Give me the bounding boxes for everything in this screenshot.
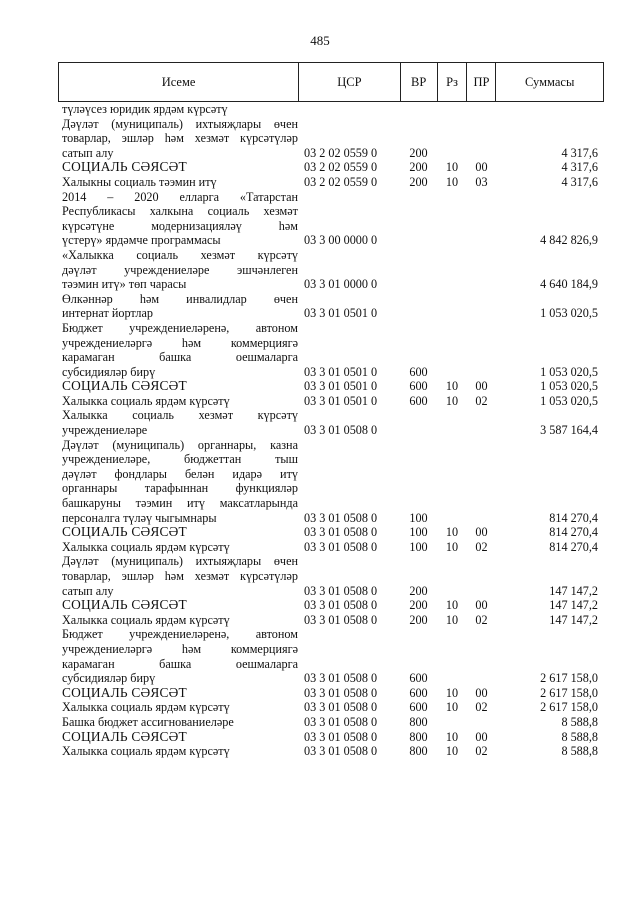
row-rz: 10 xyxy=(445,612,459,627)
row-sum: 4 317,6 xyxy=(561,160,598,175)
row-name-line: күрсәтүне модернизацияләү һәм xyxy=(62,218,298,233)
row-name-line: субсидияләр бирү xyxy=(62,671,156,686)
row-sum: 1 053 020,5 xyxy=(540,364,598,379)
row-name-line: Халыкка социаль ярдәм күрсәтү xyxy=(62,744,230,759)
row-name-line: субсидияләр бирү xyxy=(62,364,156,379)
row-vr: 600 xyxy=(409,379,428,394)
row-name xyxy=(58,379,298,394)
row-csr: 03 3 01 0501 0 xyxy=(304,306,378,321)
row-pr: 00 xyxy=(475,598,488,613)
row-vr: 800 xyxy=(409,714,428,729)
row-name-line: башкаруны тәэмин итү максатларында xyxy=(62,496,298,511)
row-name xyxy=(58,613,298,628)
table-row xyxy=(58,627,604,685)
row-name xyxy=(58,598,298,613)
table-row xyxy=(58,730,604,745)
row-name-line: СОЦИАЛЬ СӘЯСӘТ xyxy=(62,159,187,175)
row-csr: 03 3 01 0508 0 xyxy=(304,700,378,715)
row-rz: 10 xyxy=(445,160,459,175)
row-sum: 147 147,2 xyxy=(549,612,598,627)
row-csr: 03 3 01 0508 0 xyxy=(304,744,378,759)
row-name-line: товарлар, эшләр һәм хезмәт күрсәтүләр xyxy=(62,569,298,583)
row-rz: 10 xyxy=(445,700,459,715)
row-name-line: үстерү» ярдәмче программасы xyxy=(62,233,221,248)
row-csr: 03 3 01 0501 0 xyxy=(304,379,378,394)
table-row xyxy=(58,160,604,175)
row-name-line: СОЦИАЛЬ СӘЯСӘТ xyxy=(62,524,187,540)
row-sum: 1 053 020,5 xyxy=(540,393,598,408)
row-pr: 00 xyxy=(475,729,488,744)
row-name-line: «Халыкка социаль хезмәт күрсәтү xyxy=(62,247,298,262)
row-name-line: түләүсез юридик ярдәм күрсәтү xyxy=(62,102,228,116)
table-row xyxy=(58,686,604,701)
row-pr: 00 xyxy=(475,160,488,175)
header-pr: ПР xyxy=(466,63,495,101)
row-name-line: 2014 – 2020 елларга «Татарстан xyxy=(62,189,298,204)
row-sum: 3 587 164,4 xyxy=(540,423,598,438)
row-sum: 1 053 020,5 xyxy=(540,379,598,394)
row-name-line: тәэмин итү» төп чарасы xyxy=(62,277,187,292)
row-name xyxy=(58,627,298,685)
row-sum: 2 617 158,0 xyxy=(540,671,598,686)
row-name xyxy=(58,438,298,526)
row-csr: 03 3 00 0000 0 xyxy=(304,233,378,248)
row-name xyxy=(58,715,298,730)
row-sum: 4 317,6 xyxy=(561,145,598,160)
table-row xyxy=(58,540,604,555)
row-name-line: органнары тарафыннан функцияләр xyxy=(62,481,298,496)
row-name-line: сатып алу xyxy=(62,145,114,160)
row-name-line: Өлкәннәр һәм инвалидлар өчен xyxy=(62,291,298,306)
table-row xyxy=(58,175,604,190)
row-csr: 03 3 01 0508 0 xyxy=(304,685,378,700)
row-sum: 2 617 158,0 xyxy=(540,700,598,715)
budget-table xyxy=(58,62,604,759)
row-name xyxy=(58,160,298,175)
row-rz: 10 xyxy=(445,393,459,408)
table-row xyxy=(58,102,604,117)
table-row xyxy=(58,292,604,321)
page-number: 485 xyxy=(310,33,330,48)
row-sum: 4 842 826,9 xyxy=(540,233,598,248)
row-name-line: Халыкка социаль ярдәм күрсәтү xyxy=(62,393,230,408)
row-csr: 03 3 01 0508 0 xyxy=(304,510,378,525)
row-pr: 03 xyxy=(475,174,488,189)
row-name xyxy=(58,525,298,540)
row-name xyxy=(58,554,298,598)
row-name-line: учреждениеләргә һәм коммерциягә xyxy=(62,335,298,350)
row-name-line: Халыкка социаль ярдәм күрсәтү xyxy=(62,612,230,627)
row-csr: 03 3 01 0000 0 xyxy=(304,277,378,292)
row-name xyxy=(58,248,298,292)
row-vr: 600 xyxy=(409,364,428,379)
table-row xyxy=(58,117,604,161)
row-vr: 200 xyxy=(409,160,428,175)
table-row xyxy=(58,744,604,759)
table-row xyxy=(58,525,604,540)
row-name-line: Бюджет учреждениеләренә, автоном xyxy=(62,627,298,642)
row-name-line: Республикасы халкына социаль хезмәт xyxy=(62,204,298,219)
row-csr: 03 3 01 0508 0 xyxy=(304,539,378,554)
row-vr: 200 xyxy=(409,583,428,598)
row-name-line: Башка бюджет ассигнованиеләре xyxy=(62,714,234,729)
table-row xyxy=(58,379,604,394)
row-pr: 00 xyxy=(475,379,488,394)
row-csr: 03 3 01 0501 0 xyxy=(304,364,378,379)
row-name-line: СОЦИАЛЬ СӘЯСӘТ xyxy=(62,684,187,700)
row-sum: 8 588,8 xyxy=(561,744,598,759)
table-row xyxy=(58,321,604,379)
row-name xyxy=(58,394,298,409)
row-csr: 03 2 02 0559 0 xyxy=(304,160,378,175)
row-name-line: учреждениеләре, бюджеттан тыш xyxy=(62,452,298,467)
row-name xyxy=(58,292,298,321)
row-name-line: Халыкны социаль тәэмин итү xyxy=(62,174,217,189)
row-name xyxy=(58,321,298,379)
row-name-line: персоналга түләү чыгымнары xyxy=(62,510,217,525)
row-rz: 10 xyxy=(445,729,459,744)
table-row xyxy=(58,715,604,730)
row-csr: 03 3 01 0508 0 xyxy=(304,612,378,627)
header-vr: ВР xyxy=(400,63,437,101)
row-name-line: Бюджет учреждениеләренә, автоном xyxy=(62,320,298,335)
row-pr: 00 xyxy=(475,525,488,540)
row-name xyxy=(58,730,298,745)
row-csr: 03 3 01 0508 0 xyxy=(304,525,378,540)
row-rz: 10 xyxy=(445,379,459,394)
row-name xyxy=(58,540,298,555)
table-header xyxy=(58,62,604,102)
row-vr: 600 xyxy=(409,671,428,686)
row-name-line: дәүләт фондлары белән идарә итү xyxy=(62,466,298,481)
row-sum: 814 270,4 xyxy=(549,539,598,554)
row-sum: 4 640 184,9 xyxy=(540,277,598,292)
row-sum: 814 270,4 xyxy=(549,525,598,540)
row-name-line: Дәүләт (муниципаль) органнары, казна xyxy=(62,437,298,452)
row-vr: 100 xyxy=(409,525,428,540)
row-name-line: СОЦИАЛЬ СӘЯСӘТ xyxy=(62,378,187,394)
table-row xyxy=(58,394,604,409)
row-csr: 03 3 01 0508 0 xyxy=(304,423,378,438)
table-row xyxy=(58,700,604,715)
row-name-line: интернат йортлар xyxy=(62,306,154,321)
row-pr: 00 xyxy=(475,685,488,700)
table-row xyxy=(58,554,604,598)
row-rz: 10 xyxy=(445,685,459,700)
table-row xyxy=(58,613,604,628)
row-rz: 10 xyxy=(445,598,459,613)
row-vr: 200 xyxy=(409,612,428,627)
row-vr: 200 xyxy=(409,598,428,613)
row-sum: 814 270,4 xyxy=(549,510,598,525)
row-sum: 2 617 158,0 xyxy=(540,685,598,700)
row-name-line: СОЦИАЛЬ СӘЯСӘТ xyxy=(62,597,187,613)
row-name-line: Халыкка социаль ярдәм күрсәтү xyxy=(62,700,230,715)
row-name xyxy=(58,408,298,437)
row-csr: 03 3 01 0501 0 xyxy=(304,393,378,408)
row-name-line: карамаган башка оешмаларга xyxy=(62,656,298,671)
header-sum: Суммасы xyxy=(495,63,603,101)
row-name xyxy=(58,190,298,248)
row-name-line: карамаган башка оешмаларга xyxy=(62,350,298,365)
row-rz: 10 xyxy=(445,525,459,540)
row-rz: 10 xyxy=(445,539,459,554)
row-vr: 200 xyxy=(409,145,428,160)
row-vr: 100 xyxy=(409,510,428,525)
row-pr: 02 xyxy=(475,393,488,408)
row-name xyxy=(58,102,298,117)
row-sum: 147 147,2 xyxy=(549,598,598,613)
row-sum: 1 053 020,5 xyxy=(540,306,598,321)
row-pr: 02 xyxy=(475,539,488,554)
row-vr: 100 xyxy=(409,539,428,554)
table-row xyxy=(58,190,604,248)
table-row xyxy=(58,598,604,613)
row-name-line: сатып алу xyxy=(62,583,114,598)
row-name-line: товарлар, эшләр һәм хезмәт күрсәтүләр xyxy=(62,131,298,146)
row-name-line: Халыкка социаль ярдәм күрсәтү xyxy=(62,539,230,554)
row-vr: 600 xyxy=(409,393,428,408)
row-name-line: Дәүләт (муниципаль) ихтыяҗлары өчен xyxy=(62,554,298,569)
table-row xyxy=(58,248,604,292)
row-csr: 03 3 01 0508 0 xyxy=(304,583,378,598)
row-name xyxy=(58,700,298,715)
header-name: Исеме xyxy=(161,74,196,89)
row-vr: 600 xyxy=(409,685,428,700)
row-name xyxy=(58,744,298,759)
row-sum: 8 588,8 xyxy=(561,714,598,729)
row-csr: 03 3 01 0508 0 xyxy=(304,671,378,686)
table-row xyxy=(58,438,604,526)
row-sum: 4 317,6 xyxy=(561,174,598,189)
row-rz: 10 xyxy=(445,744,459,759)
row-csr: 03 3 01 0508 0 xyxy=(304,598,378,613)
header-rz: Рз xyxy=(437,63,467,101)
row-vr: 600 xyxy=(409,700,428,715)
row-name-line: Дәүләт (муниципаль) ихтыяҗлары өчен xyxy=(62,116,298,131)
row-name xyxy=(58,117,298,161)
row-name-line: учреждениеләре xyxy=(62,423,148,438)
row-vr: 200 xyxy=(409,174,428,189)
header-csr: ЦСР xyxy=(298,63,400,101)
row-pr: 02 xyxy=(475,612,488,627)
row-name-line: Халыкка социаль хезмәт күрсәтү xyxy=(62,408,298,423)
row-pr: 02 xyxy=(475,744,488,759)
table-body xyxy=(58,102,604,759)
row-sum: 8 588,8 xyxy=(561,729,598,744)
row-name-line: СОЦИАЛЬ СӘЯСӘТ xyxy=(62,728,187,744)
row-sum: 147 147,2 xyxy=(549,583,598,598)
table-row xyxy=(58,408,604,437)
row-csr: 03 2 02 0559 0 xyxy=(304,145,378,160)
row-name-line: дәүләт учреждениеләре эшчәнлеген xyxy=(62,262,298,277)
row-vr: 800 xyxy=(409,729,428,744)
row-csr: 03 2 02 0559 0 xyxy=(304,174,378,189)
row-name xyxy=(58,686,298,701)
row-pr: 02 xyxy=(475,700,488,715)
row-csr: 03 3 01 0508 0 xyxy=(304,714,378,729)
row-rz: 10 xyxy=(445,174,459,189)
row-name xyxy=(58,175,298,190)
row-name-line: учреждениеләргә һәм коммерциягә xyxy=(62,641,298,656)
row-csr: 03 3 01 0508 0 xyxy=(304,729,378,744)
row-vr: 800 xyxy=(409,744,428,759)
